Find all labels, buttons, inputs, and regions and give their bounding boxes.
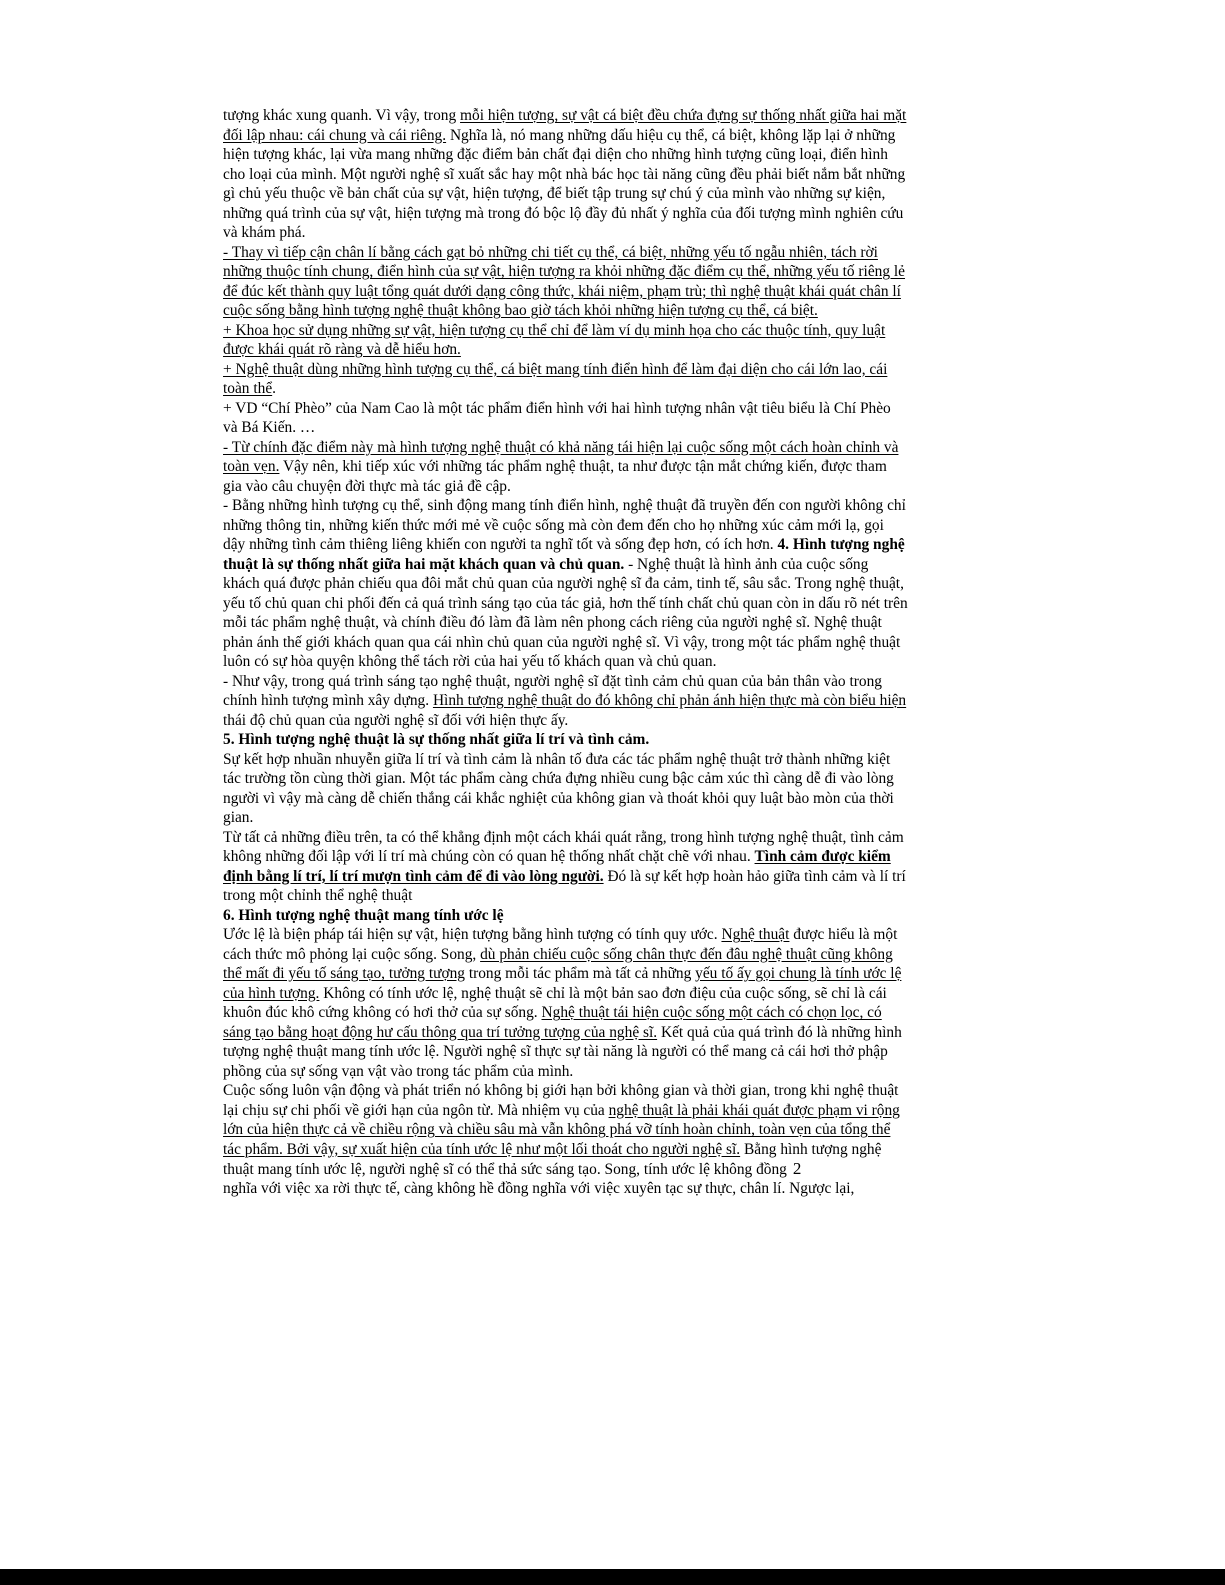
text-line	[223, 535, 1023, 555]
text-segment: Sự kết hợp nhuần nhuyễn giữa lí trí và tình cảm là nhân tố đưa các tác phẩm nghệ thuật trở thành những kiệt	[223, 750, 891, 768]
underlined-text: dù phản chiếu cuộc sống chân thực đến đâu nghệ thuật cũng không	[480, 945, 893, 963]
text-segment: cách thức mô phỏng lại cuộc sống. Song,	[223, 945, 481, 963]
text-line	[223, 574, 1023, 594]
text-line	[223, 906, 1023, 926]
text-line	[223, 847, 1023, 867]
text-line	[223, 633, 1023, 653]
underlined-text: + Khoa học sử dụng những sự vật, hiện tượng cụ thể chỉ để làm ví dụ minh họa cho các thuộc tính, quy luật	[223, 321, 886, 339]
text-line	[223, 1003, 1023, 1023]
text-segment: phản ánh thế giới khách quan qua cái nhìn chủ quan của người nghệ sĩ. Vì vậy, trong một tác phẩm nghệ thuật	[223, 633, 901, 651]
text-segment: được hiểu là một	[789, 926, 898, 943]
text-line	[223, 964, 1023, 984]
underlined-text: + Nghệ thuật dùng những hình tượng cụ thể, cá biệt mang tính điển hình để làm đại diện cho cái lớn lao, cái	[223, 360, 888, 378]
text-line	[223, 711, 1023, 731]
text-segment: - Như vậy, trong quá trình sáng tạo nghệ thuật, người nghệ sĩ đặt tình cảm chủ quan của bản thân vào trong	[223, 672, 882, 690]
text-line	[223, 204, 1023, 224]
underlined-text: - Từ chính đặc điểm này mà hình tượng nghệ thuật có khả năng tái hiện lại cuộc sống một cách hoàn chỉnh và	[223, 438, 899, 456]
document-body	[223, 106, 1023, 1198]
text-line	[223, 399, 1023, 419]
text-segment: Kết quả của quá trình đó là những hình	[657, 1023, 902, 1041]
text-segment: không những đối lập với lí trí mà chúng còn có quan hệ thống nhất chặt chẽ với nhau.	[223, 848, 755, 865]
text-segment: người vì vậy mà càng dễ chiến thắng cái khắc nghiệt của không gian và thoát khỏi quy luật bào mòn của thời	[223, 789, 894, 807]
bold-text: 6. Hình tượng nghệ thuật mang tính ước lệ	[223, 906, 504, 924]
text-line	[223, 1062, 1023, 1082]
text-segment: và Bá Kiến. …	[223, 419, 316, 436]
text-line	[223, 321, 1023, 341]
bold-text: định bằng lí trí, lí trí mượn tình cảm để đi vào lòng người.	[223, 867, 604, 885]
underlined-text: yếu tố ấy gọi chung là tính ước lệ	[695, 965, 902, 982]
text-line	[223, 184, 1023, 204]
text-line	[223, 360, 1023, 380]
text-line	[223, 769, 1023, 789]
text-segment: hiện tượng khác, lại vừa mang những đặc điểm bản chất đại diện cho những hình tượng cũng loại, điển hình	[223, 146, 888, 163]
text-line	[223, 126, 1023, 146]
text-line	[223, 1140, 1023, 1160]
text-line	[223, 691, 1023, 711]
text-segment: Không có tính ước lệ, nghệ thuật sẽ chỉ là một bản sao đơn điệu của cuộc sống, sẽ chỉ là cái	[319, 984, 887, 1002]
underlined-text: tác phẩm. Bởi vậy, sự xuất hiện của tính ước lệ như một lối thoát cho người nghệ sĩ.	[223, 1140, 741, 1158]
text-line	[223, 789, 1023, 809]
text-segment: gian.	[223, 809, 254, 826]
text-segment: khuôn đúc khô cứng không có hơi thở của sự sống.	[223, 1004, 542, 1021]
text-line	[223, 945, 1023, 965]
text-segment: - Nghệ thuật là hình ảnh của cuộc sống	[624, 555, 869, 573]
text-line	[223, 594, 1023, 614]
text-line	[223, 1179, 1023, 1199]
text-segment: tượng nghệ thuật mang tính ước lệ. Người nghệ sĩ thực sự tài năng là người có thể mang cả cái hơi thở phập	[223, 1043, 888, 1060]
text-line	[223, 516, 1023, 536]
text-segment: Bằng hình tượng nghệ	[740, 1140, 882, 1158]
underlined-text: để đúc kết thành quy luật tổng quát dưới dạng công thức, khái niệm, phạm trù; thì nghệ thuật khái quát chân lí	[223, 282, 901, 300]
text-line	[223, 223, 1023, 243]
underlined-text: - Thay vì tiếp cận chân lí bằng cách gạt bỏ những chi tiết cụ thể, cá biệt, những yếu tố ngẫu nhiên, tách rời	[223, 243, 878, 261]
bold-text: 4. Hình tượng nghệ	[777, 536, 905, 553]
text-segment: luôn có sự hòa quyện không thể tách rời của hai yếu tố khách quan và chủ quan.	[223, 653, 717, 670]
underlined-text: mỗi hiện tượng, sự vật cá biệt đều chứa đựng sự thống nhất giữa hai mặt	[460, 107, 907, 124]
text-line	[223, 867, 1023, 887]
text-line	[223, 340, 1023, 360]
text-line	[223, 438, 1023, 458]
text-segment: .	[272, 380, 277, 397]
text-segment: khách quá được phản chiếu qua đôi mắt chủ quan của người nghệ sĩ đa cảm, tinh tế, sâu sắc. Trong nghệ thuật,	[223, 575, 904, 592]
text-segment: yếu tố chủ quan chi phối đến cả quá trình sáng tạo của tác giả, hơn thế tính chất chủ quan còn in dấu rõ nét trên	[223, 594, 908, 612]
text-segment: Ước lệ là biện pháp tái hiện sự vật, hiện tượng bằng hình tượng có tính quy ước.	[223, 926, 722, 943]
bold-text: thuật là sự thống nhất giữa hai mặt khách quan và chủ quan.	[223, 555, 625, 573]
text-segment: và khám phá.	[223, 224, 306, 241]
text-line	[223, 282, 1023, 302]
text-line	[223, 243, 1023, 263]
text-line	[223, 145, 1023, 165]
text-segment: Vậy nên, khi tiếp xúc với những tác phẩm nghệ thuật, ta như được tận mắt chứng kiến, được tham	[279, 458, 887, 475]
text-segment: - Bằng những hình tượng cụ thể, sinh động mang tính điển hình, nghệ thuật đã truyền đến con người không chỉ	[223, 497, 906, 514]
text-line	[223, 165, 1023, 185]
text-line	[223, 1042, 1023, 1062]
underlined-text: Nghệ thuật	[721, 926, 790, 943]
underlined-text: của hình tượng.	[223, 984, 320, 1002]
text-line	[223, 828, 1023, 848]
text-line	[223, 1159, 1023, 1179]
text-segment: Đó là sự kết hợp hoàn hảo giữa tình cảm và lí trí	[603, 867, 906, 885]
text-segment: trong một chỉnh thể nghệ thuật	[223, 887, 413, 904]
text-line	[223, 613, 1023, 633]
text-segment: những quá trình của sự vật, hiện tượng mà trong đó bộc lộ đầy đủ nhất ý nghĩa của đối tượng mình nghiên cứu	[223, 204, 904, 222]
text-line	[223, 750, 1023, 770]
text-segment: dậy những tình cảm thiêng liêng khiến con người ta nghĩ tốt và sống đẹp hơn, có ích hơn.	[223, 536, 778, 553]
underlined-text: thể mất đi yếu tố sáng tạo, tưởng tượng	[223, 965, 465, 982]
text-segment: Cuộc sống luôn vận động và phát triển nó không bị giới hạn bởi không gian và thời gian, trong khi nghệ thuật	[223, 1082, 899, 1099]
text-line	[223, 1081, 1023, 1101]
page-bottom-edge	[0, 1569, 1225, 1585]
underlined-text: toàn vẹn.	[223, 458, 280, 475]
bold-text: Tình cảm được kiểm	[754, 848, 891, 865]
text-segment: nghĩa với việc xa rời thực tế, càng không hề đồng nghĩa với việc xuyên tạc sự thực, chân lí. Ngược lại,	[223, 1179, 855, 1197]
text-line	[223, 477, 1023, 497]
text-segment: mỗi tác phẩm nghệ thuật, và chính điều đó làm đã làm nên phong cách riêng của người nghệ sĩ. Nghệ thuật	[223, 614, 882, 631]
text-segment: Từ tất cả những điều trên, ta có thể khẳng định một cách khái quát rằng, trong hình tượng nghệ thuật, tình cảm	[223, 828, 904, 846]
text-line	[223, 496, 1023, 516]
text-segment: gì chủ yếu thuộc về bản chất của sự vật, hiện tượng, để biết tập trung sự chú ý của mình vào những sự kiện,	[223, 185, 886, 202]
text-line	[223, 886, 1023, 906]
text-line	[223, 301, 1023, 321]
text-segment: trong mỗi tác phẩm mà tất cả những	[464, 965, 696, 982]
underlined-text: cuộc sống bằng hình tượng nghệ thuật không bao giờ tách khỏi những hiện tượng cụ thể, cá biệt.	[223, 302, 818, 319]
text-segment: thuật mang tính ước lệ, người nghệ sĩ có thể thả sức sáng tạo. Song, tính ước lệ không đồng	[223, 1161, 787, 1178]
text-line	[223, 1120, 1023, 1140]
underlined-text: sáng tạo bằng hoạt động hư cấu thông qua trí tưởng tượng của nghệ sĩ.	[223, 1023, 658, 1041]
bold-text: 5. Hình tượng nghệ thuật là sự thống nhất giữa lí trí và tình cảm.	[223, 731, 650, 748]
text-line	[223, 1101, 1023, 1121]
text-line	[223, 808, 1023, 828]
text-segment: Nghĩa là, nó mang những dấu hiệu cụ thể, cá biệt, không lặp lại ở những	[446, 126, 896, 144]
text-line	[223, 652, 1023, 672]
underlined-text: toàn thể	[223, 380, 273, 397]
underlined-text: được khái quát rõ ràng và dễ hiểu hơn.	[223, 341, 461, 358]
text-line	[223, 379, 1023, 399]
text-segment: + VD “Chí Phèo” của Nam Cao là một tác phẩm điển hình với hai hình tượng nhân vật tiêu biểu là Chí Phèo	[223, 399, 891, 417]
text-segment: lại chịu sự chi phối về giới hạn của ngôn từ. Mà nhiệm vụ của	[223, 1101, 609, 1119]
text-segment: tác trường tồn cùng thời gian. Một tác phẩm càng chứa đựng nhiều cung bậc cảm xúc thì càng dễ đi vào lòng	[223, 770, 894, 787]
text-line	[223, 672, 1023, 692]
text-line	[223, 418, 1023, 438]
text-segment: phồng của sự sống vạn vật vào trong tác phẩm của mình.	[223, 1062, 574, 1080]
page-number: 2	[792, 1159, 802, 1178]
underlined-text: đối lập nhau: cái chung và cái riêng.	[223, 126, 447, 144]
text-line	[223, 984, 1023, 1004]
text-segment: gia vào câu chuyện đời thực mà tác giả đề cập.	[223, 477, 511, 495]
text-segment: tượng khác xung quanh. Vì vậy, trong	[223, 107, 461, 124]
underlined-text: nghệ thuật là phải khái quát được phạm vi rộng	[608, 1101, 900, 1119]
underlined-text: lớn của hiện thực cả về chiều rộng và chiều sâu mà vẫn không phá vỡ tính hoàn chỉnh, toàn vẹn của tổng thể	[223, 1121, 891, 1138]
text-line	[223, 262, 1023, 282]
text-line	[223, 106, 1023, 126]
text-line	[223, 925, 1023, 945]
underlined-text: những thuộc tính chung, điển hình của sự vật, hiện tượng ra khỏi những đặc điểm cụ thể, những yếu tố riêng lẻ	[223, 263, 906, 280]
text-segment: chính hình tượng mình xây dựng.	[223, 692, 433, 709]
text-line	[223, 730, 1023, 750]
text-segment: những thông tin, những kiến thức mới mẻ về cuộc sống mà còn đem đến cho họ những xúc cảm mới lạ, gọi	[223, 516, 884, 534]
text-segment: thái độ chủ quan của người nghệ sĩ đối với hiện thực ấy.	[223, 711, 569, 729]
text-line	[223, 457, 1023, 477]
text-segment: cho loại của mình. Một người nghệ sĩ xuất sắc hay một nhà bác học tài năng cũng đều phải biết nắm bắt những	[223, 165, 906, 183]
underlined-text: Nghệ thuật tái hiện cuộc sống một cách có chọn lọc, có	[541, 1004, 882, 1021]
text-line	[223, 555, 1023, 575]
text-line	[223, 1023, 1023, 1043]
underlined-text: Hình tượng nghệ thuật do đó không chỉ phản ánh hiện thực mà còn biểu hiện	[432, 692, 907, 709]
